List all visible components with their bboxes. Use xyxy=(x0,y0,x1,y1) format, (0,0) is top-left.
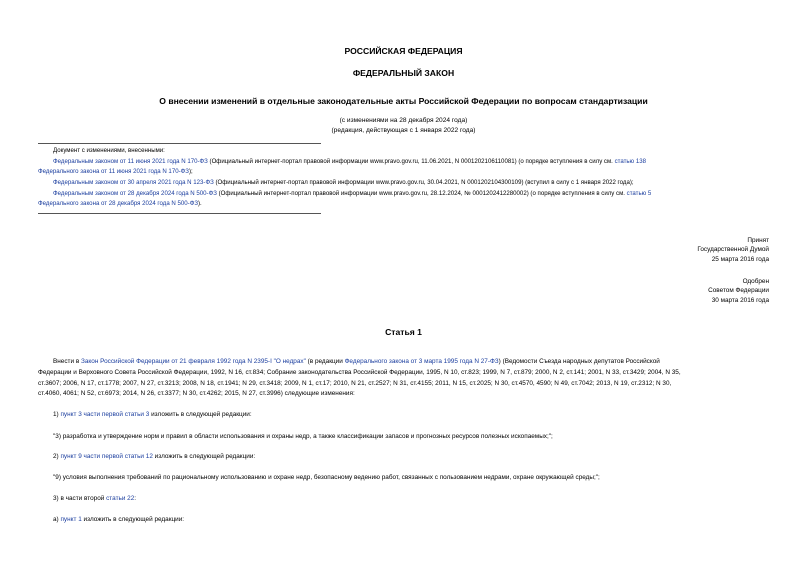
amendment-quote-2: "9) условия выполнения требований по рациональному использованию и охране недр, безопасному ведению работ, связанных с пользованием недрами, охране окружающей среды;"; xyxy=(53,474,600,481)
changes-note: (с изменениями на 28 декабря 2024 года) xyxy=(339,117,468,124)
adoption-duma xyxy=(697,236,769,264)
art22-link[interactable]: статьи 22 xyxy=(106,495,135,502)
duma-label: Государственной Думой xyxy=(697,246,769,254)
edition-note: (редакция, действующая с 1 января 2022 года) xyxy=(331,127,476,134)
country-heading: РОССИЙСКАЯ ФЕДЕРАЦИЯ xyxy=(344,46,463,56)
council-label: Советом Федерации xyxy=(708,287,769,295)
amendment-item-3a: а) пункт 1 изложить в следующей редакции: xyxy=(53,516,185,523)
article-p1-line1: Внести в Закон Российской Федерации от 21 февраля 1992 года N 2395-I "О недрах" (в редакции Федерального закона от 3 марта 1995 года N 27-ФЗ) (Ведомости Съезда народных депутатов Российской xyxy=(53,358,660,365)
fz-27-link[interactable]: Федерального закона от 3 марта 1995 года N 27-ФЗ xyxy=(344,358,499,365)
art12-p9-link[interactable]: пункт 9 части первой статьи 12 xyxy=(60,453,153,460)
article-p1-line3: ст.3607; 2006, N 17, ст.1778; 2007, N 27, ст.3213; 2008, N 18, ст.1941; N 29, ст.3418; 2009, N 1, ст.17; 2010, N 21, ст.2527; N 31, ст.4155; 2011, N 15, ст.2025; N 30, ст.4570, 4590; N 49, ст.7042; 2013, N 19, ст.2312; N 30, xyxy=(38,380,672,387)
adoption-council xyxy=(708,277,769,305)
duma-date: 25 марта 2016 года xyxy=(711,255,769,263)
change-link-123fz[interactable]: Федеральным законом от 30 апреля 2021 года N 123-ФЗ xyxy=(53,179,214,186)
doc-type-heading: ФЕДЕРАЛЬНЫЙ ЗАКОН xyxy=(352,68,455,78)
article-138-link[interactable]: статью 138 xyxy=(614,158,646,165)
approved-label: Одобрен xyxy=(742,278,769,285)
change-item-3-cont: Федерального закона от 28 декабря 2024 года N 500-ФЗ). xyxy=(38,200,202,207)
change-link-170fz[interactable]: Федеральным законом от 11 июня 2021 года N 170-ФЗ xyxy=(53,158,208,165)
change-link-500fz-2[interactable]: Федерального закона от 28 декабря 2024 года N 500-ФЗ xyxy=(38,200,199,207)
accepted-label: Принят xyxy=(747,237,769,244)
change-item-3: Федеральным законом от 28 декабря 2024 года N 500-ФЗ (Официальный интернет-портал правовой информации www.pravo.gov.ru, 28.12.2024, № 0001202412280002) (о порядке вступления в силу см. статью 5 xyxy=(53,190,652,197)
change-link-500fz[interactable]: Федеральным законом от 28 декабря 2024 года N 500-ФЗ xyxy=(53,190,217,197)
article-5-link[interactable]: статью 5 xyxy=(626,190,652,197)
article-p1-line2: Федерации и Верховного Совета Российской Федерации, 1992, N 16, ст.834; Собрание законодательства Российской Федерации, 1995, N 10, ст.823; 1999, N 7, ст.879; 2000, N 2, ст.141; 2001, N 33, ст.3429; 2004, N 35, xyxy=(38,369,681,376)
change-item-2: Федеральным законом от 30 апреля 2021 года N 123-ФЗ (Официальный интернет-портал правовой информации www.pravo.gov.ru, 30.04.2021, N 0001202104300109) (вступил в силу с 1 января 2022 года); xyxy=(53,179,634,186)
council-date: 30 марта 2016 года xyxy=(711,296,769,304)
p1-link[interactable]: пункт 1 xyxy=(60,516,82,523)
amendment-item-1: 1) пункт 3 части первой статьи 3 изложить в следующей редакции: xyxy=(53,411,252,418)
document-title: О внесении изменений в отдельные законодательные акты Российской Федерации по вопросам стандартизации xyxy=(159,96,648,106)
amendment-item-2: 2) пункт 9 части первой статьи 12 изложить в следующей редакции: xyxy=(53,453,256,460)
amendment-quote-1: "3) разработка и утверждение норм и правил в области использования и охраны недр, а также классификации запасов и прогнозных ресурсов полезных ископаемых;"; xyxy=(53,433,553,440)
art3-p3-link[interactable]: пункт 3 части первой статьи 3 xyxy=(60,411,150,418)
change-link-170fz-2[interactable]: Федерального закона от 11 июня 2021 года N 170-ФЗ xyxy=(38,168,189,175)
changes-top-divider xyxy=(38,143,321,144)
article-p1-line4: ст.4060, 4061; N 52, ст.6973; 2014, N 26, ст.3377; N 30, ст.4262; 2015, N 27, ст.3996) следующие изменения: xyxy=(38,390,355,397)
changes-bottom-divider xyxy=(38,213,321,214)
change-item-1-cont: Федерального закона от 11 июня 2021 года N 170-ФЗ); xyxy=(38,168,193,175)
article-heading: Статья 1 xyxy=(385,327,422,337)
change-item-1: Федеральным законом от 11 июня 2021 года N 170-ФЗ (Официальный интернет-портал правовой информации www.pravo.gov.ru, 11.06.2021, N 0001202106110081) (о порядке вступления в силу см. статью 138 xyxy=(53,158,646,165)
changes-intro: Документ с изменениями, внесенными: xyxy=(53,147,165,154)
law-on-subsoil-link[interactable]: Закон Российской Федерации от 21 февраля 1992 года N 2395-I "О недрах" xyxy=(80,358,306,365)
amendment-item-3: 3) в части второй статьи 22: xyxy=(53,495,137,502)
